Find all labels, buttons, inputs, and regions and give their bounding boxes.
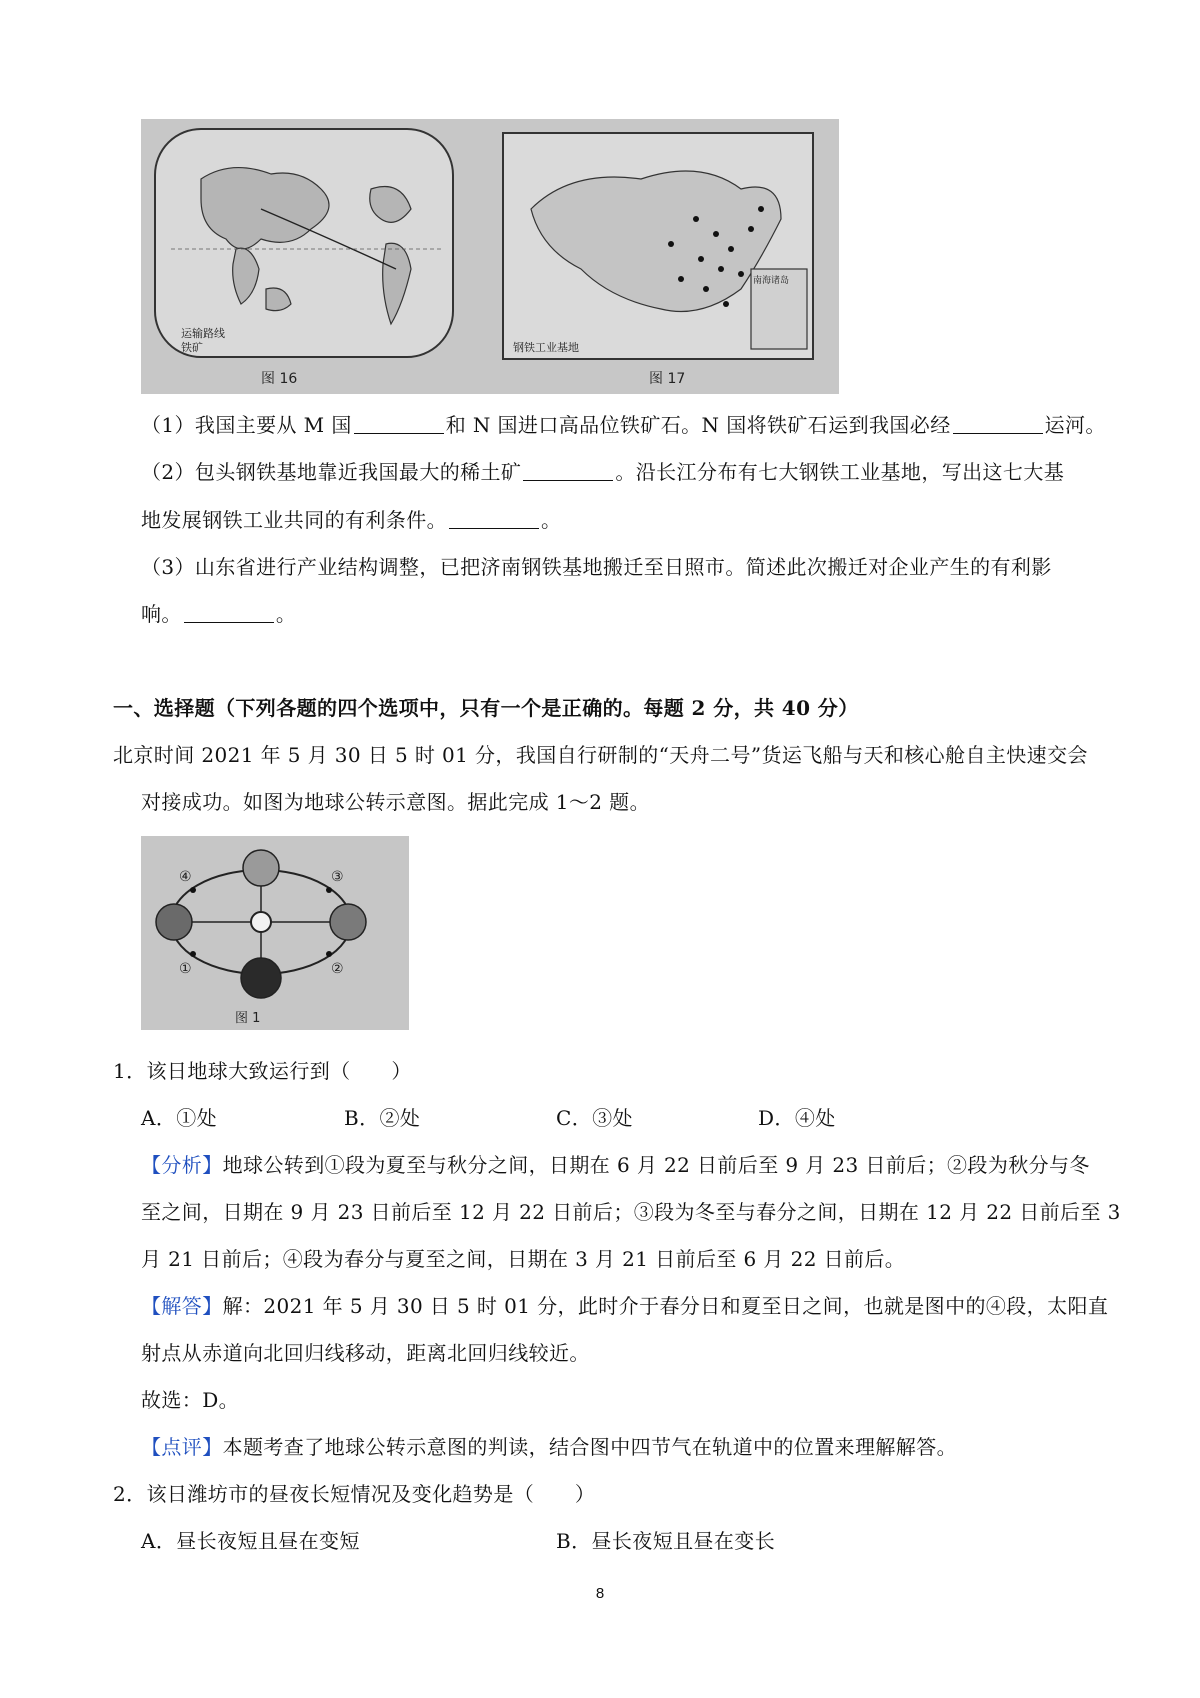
fig17-legend-base: 钢铁工业基地: [513, 341, 579, 354]
q-prev-p1c: 运河。: [1044, 413, 1106, 437]
figure-1: [141, 836, 409, 1030]
world-map-frame: [155, 129, 453, 357]
q-prev-part3-cont: [141, 600, 296, 628]
comment-tag: 【点评】: [141, 1435, 223, 1459]
q1-option-b: B．②处: [344, 1106, 421, 1130]
inset-label: 南海诸岛: [753, 276, 790, 286]
q1-option-c: C．③处: [556, 1106, 633, 1130]
q2-option-b: B．昼长夜短且昼在变长: [556, 1529, 776, 1553]
fig16-caption: 图 16: [261, 371, 298, 387]
q-prev-p2a: （2）包头钢铁基地靠近我国最大的稀土矿: [141, 460, 522, 484]
q1-analysis-line3: 月 21 日前后；④段为春分与夏至之间，日期在 3 月 21 日前后至 6 月 22 日前后。: [141, 1247, 906, 1271]
q-prev-p1b: 和 N 国进口高品位铁矿石。N 国将铁矿石运到我国必经: [445, 413, 951, 437]
q-prev-part3: [141, 553, 1052, 581]
q-prev-p2c: 地发展钢铁工业共同的有利条件。: [141, 508, 447, 532]
section-heading: 一、选择题（下列各题的四个选项中，只有一个是正确的。每题 2 分，共 40 分）: [113, 696, 859, 720]
fig17-caption: 图 17: [649, 371, 686, 387]
marker-3: ③: [331, 869, 344, 885]
q-prev-p2d: 。: [541, 508, 562, 532]
marker-2: ②: [331, 961, 344, 977]
answer-blank: [354, 413, 444, 434]
q2-option-a: A．昼长夜短且昼在变短: [141, 1529, 360, 1553]
maps-image: [141, 119, 839, 394]
fig1-caption: 图 1: [235, 1011, 261, 1026]
fig16-legend-rail: 铁矿: [181, 341, 203, 354]
analysis-text-1: 地球公转到①段为夏至与秋分之间，日期在 6 月 22 日前后至 9 月 23 日前后；②段为秋分与冬: [222, 1153, 1090, 1177]
earth-right: [330, 904, 366, 940]
section-intro-line2: 对接成功。如图为地球公转示意图。据此完成 1～2 题。: [141, 790, 650, 814]
q1-choice: 故选：D。: [141, 1388, 240, 1412]
answer-blank: [184, 602, 274, 623]
q1-analysis-line2: 至之间，日期在 9 月 23 日前后至 12 月 22 日前后；③段为冬至与春分之间，日期在 12 月 22 日前后至 3: [141, 1200, 1121, 1224]
q-prev-p3c: 。: [275, 602, 297, 626]
q1-stem: 1．该日地球大致运行到（ ）: [113, 1059, 412, 1083]
earth-left: [156, 904, 192, 940]
fig16-legend-route: 运输路线: [181, 327, 225, 340]
q1-analysis-line1: [141, 1151, 1090, 1179]
q-prev-part2-cont: [141, 506, 561, 534]
q1-option-d: D．④处: [758, 1106, 836, 1130]
q-prev-p2b: 。沿长江分布有七大钢铁工业基地，写出这七大基: [615, 460, 1065, 484]
sun-symbol: [251, 912, 271, 932]
marker-1: ①: [179, 961, 192, 977]
comment-text: 本题考查了地球公转示意图的判读，结合图中四节气在轨道中的位置来理解解答。: [222, 1435, 958, 1459]
q-prev-p3b: 响。: [141, 602, 182, 626]
q1-comment: [141, 1433, 957, 1461]
answer-text-1: 解：2021 年 5 月 30 日 5 时 01 分，此时介于春分日和夏至日之间，也就是图中的④段，太阳直: [222, 1294, 1109, 1318]
q1-option-a: A．①处: [141, 1106, 218, 1130]
q-prev-p1a: （1）我国主要从 M 国: [141, 413, 352, 437]
figure-16-17: [141, 119, 839, 394]
q2-stem: 2．该日潍坊市的昼夜长短情况及变化趋势是（ ）: [113, 1482, 596, 1506]
q-prev-part1: [141, 411, 1106, 439]
answer-blank: [449, 508, 539, 529]
q-prev-p3a: （3）山东省进行产业结构调整，已把济南钢铁基地搬迁至日照市。简述此次搬迁对企业产生的有利影: [141, 555, 1052, 579]
earth-top: [243, 850, 279, 886]
q1-answer-line2: 射点从赤道向北回归线移动，距离北回归线较近。: [141, 1341, 590, 1365]
section-intro-line1: 北京时间 2021 年 5 月 30 日 5 时 01 分，我国自行研制的“天舟二号”货运飞船与天和核心舱自主快速交会: [113, 743, 1088, 767]
answer-tag: 【解答】: [141, 1294, 223, 1318]
orbit-diagram: [141, 836, 409, 1030]
page-number: 8: [595, 1585, 605, 1602]
answer-blank: [953, 413, 1043, 434]
q1-answer-line1: [141, 1292, 1108, 1320]
marker-4: ④: [179, 869, 192, 885]
analysis-tag: 【分析】: [141, 1153, 223, 1177]
q-prev-part2: [141, 458, 1064, 486]
answer-blank: [523, 460, 613, 481]
earth-bottom: [241, 958, 281, 998]
